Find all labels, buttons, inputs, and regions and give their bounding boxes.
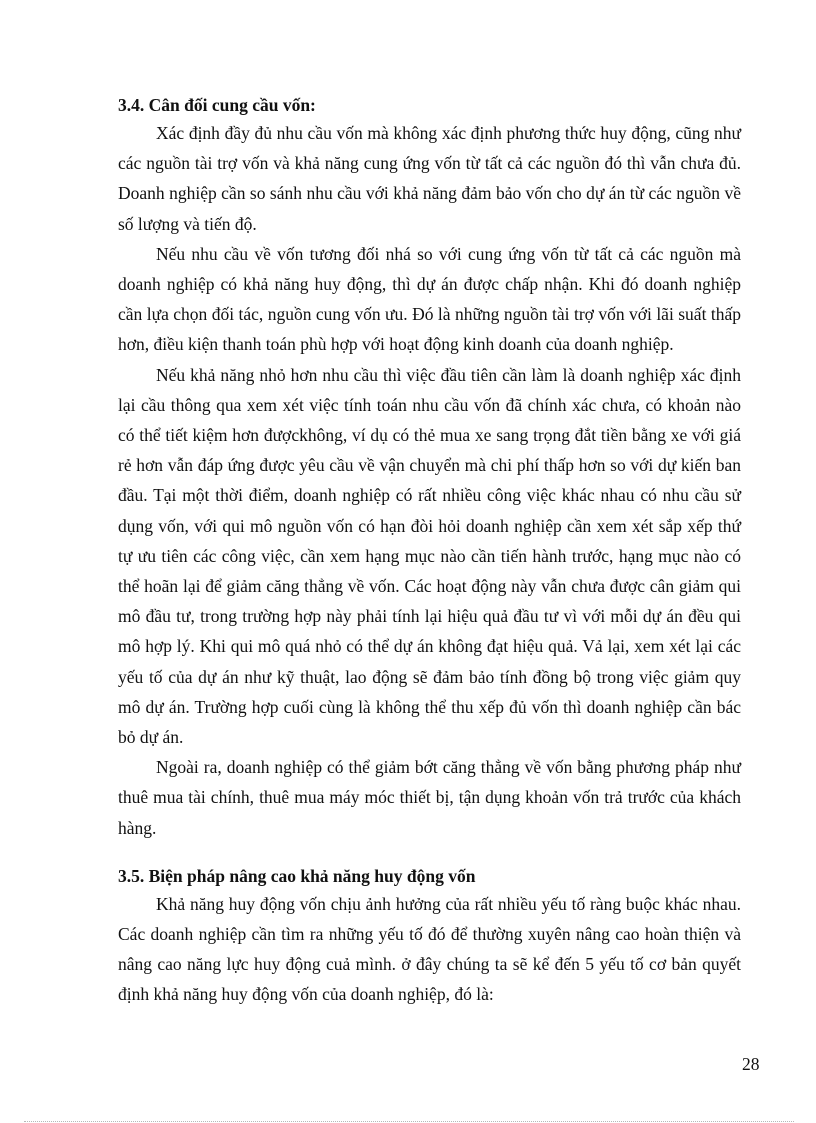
section-3-4-paragraph-3: Nếu khả năng nhỏ hơn nhu cầu thì việc đầu tiên cần làm là doanh nghiệp xác định lại cầu thông qua xem xét việc tính toán nhu cầu vốn đã chính xác chưa, có khoản nào có thể tiết kiệm hơn đượckhông, ví dụ có thẻ mua xe sang trọng đắt tiền bằng xe với giá rẻ hơn vẫn đáp ứng được yêu cầu về vận chuyển mà chi phí thấp hơn so với dự kiến ban đầu. Tại một thời điểm, doanh nghiệp có rất nhiều công việc khác nhau có nhu cầu sử dụng vốn, với qui mô nguồn vốn có hạn đòi hỏi doanh nghiệp cần xem xét sắp xếp thứ tự ưu tiên các công việc, cần xem hạng mục nào cần tiến hành trước, hạng mục nào có thể hoãn lại để giảm căng thẳng về vốn. Các hoạt động này vẫn chưa được cân giảm qui mô đầu tư, trong trường hợp này phải tính lại hiệu quả đầu tư vì với mỗi dự án đều qui mô hợp lý. Khi qui mô quá nhỏ có thể dự án không đạt hiệu quả. Vả lại, xem xét lại các yếu tố của dự án như kỹ thuật, lao động sẽ đảm bảo tính đồng bộ trong việc giảm quy mô dự án. Trường hợp cuối cùng là không thể thu xếp đủ vốn thì doanh nghiệp cần bác bỏ dự án. — [118, 364, 741, 748]
section-3-4-paragraph-4: Ngoài ra, doanh nghiệp có thể giảm bớt căng thẳng về vốn bằng phương pháp như thuê mua tài chính, thuê mua máy móc thiết bị, tận dụng khoản vốn trả trước của khách hàng. — [118, 757, 741, 838]
section-3-4-paragraph-1: Xác định đầy đủ nhu cầu vốn mà không xác định phương thức huy động, cũng như các nguồn tài trợ vốn và khả năng cung ứng vốn từ tất cả các nguồn đó thì vẫn chưa đủ. Doanh nghiệp cần so sánh nhu cầu với khả năng đảm bảo vốn cho dự án từ các nguồn về số lượng và tiến độ. — [118, 123, 741, 234]
page-body — [118, 92, 741, 1010]
section-3-4-paragraph-2: Nếu nhu cầu về vốn tương đối nhá so với cung ứng vốn từ tất cả các nguồn mà doanh nghiệp có khả năng huy động, thì dự án được chấp nhận. Khi đó doanh nghiệp cần lựa chọn đối tác, nguồn cung vốn ưu. Đó là những nguồn tài trợ vốn với lãi suất thấp hơn, điều kiện thanh toán phù hợp với hoạt động kinh doanh của doanh nghiệp. — [118, 243, 741, 355]
section-3-5-paragraph-1: Khả năng huy động vốn chịu ảnh hưởng của rất nhiều yếu tố ràng buộc khác nhau. Các doanh nghiệp cần tìm ra những yếu tố đó để thường xuyên nâng cao hoàn thiện và nâng cao năng lực huy động cuả mình. ở đây chúng ta sẽ kể đến 5 yếu tố cơ bản quyết định khả năng huy động vốn của doanh nghiệp, đó là: — [118, 893, 741, 1005]
section-heading-3-5: 3.5. Biện pháp nâng cao khả năng huy động vốn — [118, 865, 476, 886]
footer-divider — [24, 1121, 794, 1122]
section-heading-3-4: 3.4. Cân đối cung cầu vốn: — [118, 95, 316, 115]
page-number: 28 — [742, 1054, 760, 1074]
